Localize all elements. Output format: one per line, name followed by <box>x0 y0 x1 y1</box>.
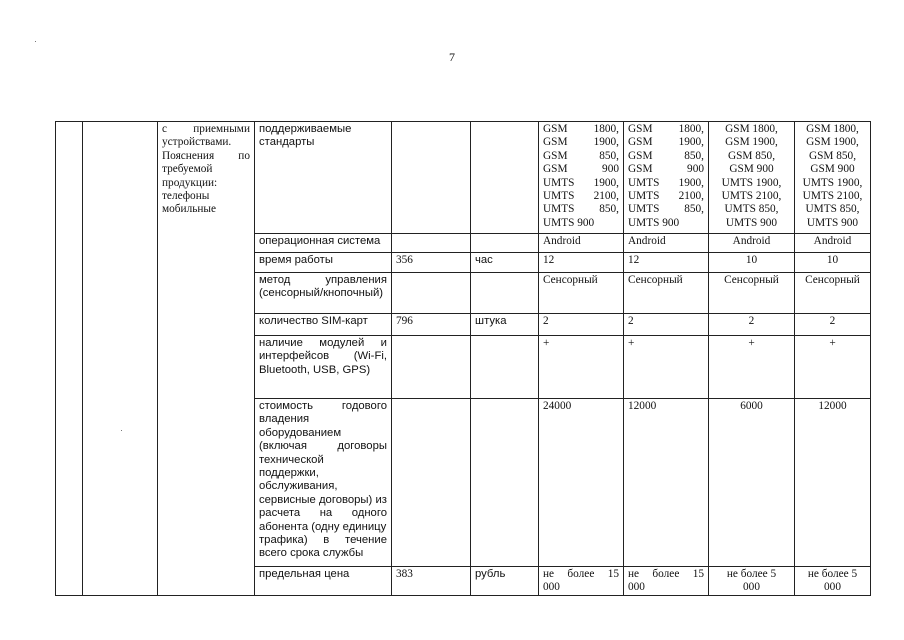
category-line: телефоны <box>162 190 210 203</box>
word: 15 <box>607 568 619 580</box>
word: трафика) <box>259 534 308 547</box>
standard-line <box>543 123 619 136</box>
standard-line: UMTS 900 <box>628 216 680 229</box>
category-line: мобильные <box>162 203 217 216</box>
page-number: 7 <box>449 50 455 64</box>
standard-line <box>543 163 619 176</box>
word: 1900, <box>593 136 619 149</box>
value-cell: 2 <box>795 314 871 336</box>
standard-line: GSM 1800, <box>725 123 778 135</box>
word: на <box>319 507 333 520</box>
unit-name <box>471 399 539 567</box>
standard-line: UMTS 900 <box>725 216 778 229</box>
characteristic-name <box>255 399 392 567</box>
value-cell: Android <box>539 234 624 253</box>
category-line: устройствами. <box>162 136 232 149</box>
word: расчета <box>259 507 301 520</box>
word: GSM <box>628 149 653 162</box>
word: UMTS <box>628 190 660 203</box>
value-cell: + <box>624 336 709 399</box>
characteristic-line: обслуживания, <box>259 480 338 493</box>
word: UMTS <box>543 176 575 189</box>
standard-line <box>628 203 704 216</box>
word: GSM <box>543 163 568 176</box>
standard-line: UMTS 850, <box>724 203 779 216</box>
word: GSM <box>543 149 568 162</box>
price-line: 000 <box>628 581 645 594</box>
standard-line: GSM 850, <box>808 149 857 162</box>
word: GSM <box>628 123 653 135</box>
word: 850, <box>599 149 619 162</box>
word: модулей <box>319 337 365 349</box>
characteristic-line: абонента (одну единицу <box>259 520 387 533</box>
word: 2100, <box>678 190 704 203</box>
price-line: не более 5 <box>726 568 777 580</box>
requirements-table <box>55 121 871 596</box>
value-cell <box>795 567 871 596</box>
value-cell <box>624 567 709 596</box>
characteristic-name: предельная цена <box>255 567 392 596</box>
word: управления <box>325 274 387 286</box>
unit-code <box>392 122 471 234</box>
table-row <box>56 122 871 234</box>
unit-code <box>392 399 471 567</box>
value-cell: 12 <box>539 253 624 273</box>
value-cell: 12000 <box>624 399 709 567</box>
characteristic-line: технической <box>259 453 324 466</box>
word: договоры <box>337 440 387 453</box>
standard-line: GSM 1900, <box>725 136 778 149</box>
value-cell: 12 <box>624 253 709 273</box>
characteristic-line: стандарты <box>259 136 315 149</box>
standard-line <box>628 190 704 203</box>
unit-code: 796 <box>392 314 471 336</box>
standard-line: UMTS 1900, <box>721 176 782 189</box>
standard-line: GSM 900 <box>729 163 774 176</box>
category-line: продукции: <box>162 176 218 189</box>
word: 1900, <box>593 176 619 189</box>
word: 1900, <box>678 136 704 149</box>
characteristic-line: поддерживаемые <box>259 123 352 135</box>
word: 900 <box>687 163 704 176</box>
standard-line: UMTS 850, <box>805 203 860 216</box>
characteristic-line: поддержки, <box>259 467 319 480</box>
word: 1800, <box>678 123 704 135</box>
unit-name: штука <box>471 314 539 336</box>
standard-line <box>543 136 619 149</box>
word: GSM <box>543 123 568 135</box>
word: годового <box>341 400 387 412</box>
word: UMTS <box>543 203 575 216</box>
characteristic-line: (сенсорный/кнопочный) <box>259 287 384 300</box>
standard-line: UMTS 900 <box>806 216 859 229</box>
standard-line <box>543 150 619 163</box>
word: GSM <box>628 163 653 176</box>
value-cell: 6000 <box>709 399 795 567</box>
standard-line: GSM 1900, <box>806 136 859 149</box>
value-cell: 2 <box>709 314 795 336</box>
value-cell: Сенсорный <box>539 273 624 314</box>
unit-name <box>471 336 539 399</box>
word: 850, <box>684 203 704 216</box>
word: (включая <box>259 440 307 453</box>
word: с <box>162 123 168 135</box>
word: стоимость <box>259 400 314 412</box>
standard-line: UMTS 1900, <box>802 176 863 189</box>
value-cell <box>709 567 795 596</box>
unit-code <box>392 234 471 253</box>
code-cell <box>83 122 158 596</box>
value-cell: + <box>709 336 795 399</box>
characteristic-name: количество SIM-карт <box>255 314 392 336</box>
category-cell <box>158 122 255 596</box>
value-cell: + <box>795 336 871 399</box>
standard-line <box>628 136 704 149</box>
characteristic-name: операционная система <box>255 234 392 253</box>
word: GSM <box>628 136 653 149</box>
category-line: требуемой <box>162 163 213 176</box>
standard-line: UMTS 2100, <box>802 190 863 203</box>
word: приемными <box>193 123 250 135</box>
standard-line <box>628 123 704 136</box>
value-cell: Сенсорный <box>624 273 709 314</box>
word: наличие <box>259 337 303 349</box>
characteristic-line: Bluetooth, USB, GPS) <box>259 363 371 376</box>
standard-line: GSM 850, <box>727 149 776 162</box>
word: 1800, <box>593 123 619 135</box>
unit-name: час <box>471 253 539 273</box>
value-cell: 2 <box>624 314 709 336</box>
characteristic-line: оборудованием <box>259 426 342 439</box>
unit-name <box>471 273 539 314</box>
word: (Wi-Fi, <box>353 350 387 363</box>
value-cell: + <box>539 336 624 399</box>
word: не <box>628 568 640 580</box>
unit-name: рубль <box>471 567 539 596</box>
unit-code <box>392 336 471 399</box>
value-cell: Android <box>624 234 709 253</box>
word: одного <box>351 507 387 520</box>
word: 1900, <box>678 176 704 189</box>
unit-code <box>392 273 471 314</box>
standard-line <box>543 203 619 216</box>
value-cell <box>709 122 795 234</box>
value-cell: Android <box>709 234 795 253</box>
value-cell <box>624 122 709 234</box>
value-cell <box>795 122 871 234</box>
word: более <box>652 568 680 580</box>
word: 2100, <box>593 190 619 203</box>
value-cell: 2 <box>539 314 624 336</box>
price-line: 000 <box>743 581 760 594</box>
word: более <box>567 568 595 580</box>
word: UMTS <box>628 176 660 189</box>
standard-line: UMTS 2100, <box>721 190 782 203</box>
characteristic-name: время работы <box>255 253 392 273</box>
word: интерфейсов <box>259 350 330 363</box>
characteristic-name <box>255 273 392 314</box>
value-cell: Android <box>795 234 871 253</box>
value-cell: 10 <box>795 253 871 273</box>
word: не <box>543 568 555 580</box>
word: Пояснения <box>162 149 215 162</box>
unit-code: 383 <box>392 567 471 596</box>
word: 850, <box>599 203 619 216</box>
word: и <box>380 337 387 349</box>
word: в <box>323 534 330 547</box>
word: GSM <box>543 136 568 149</box>
characteristic-name <box>255 122 392 234</box>
value-cell: 24000 <box>539 399 624 567</box>
word: по <box>238 149 250 162</box>
price-line: 000 <box>543 581 560 594</box>
word: 15 <box>692 568 704 580</box>
standard-line <box>543 177 619 190</box>
characteristic-line: сервисные договоры) из <box>259 493 387 506</box>
standard-line <box>543 190 619 203</box>
value-cell <box>539 567 624 596</box>
price-line: 000 <box>824 581 841 594</box>
standard-line <box>628 163 704 176</box>
characteristic-line: владения <box>259 413 310 426</box>
unit-code: 356 <box>392 253 471 273</box>
unit-name <box>471 122 539 234</box>
standard-line: UMTS 900 <box>543 216 595 229</box>
price-line: не более 5 <box>807 568 858 580</box>
word: течение <box>345 534 387 547</box>
word: 850, <box>684 149 704 162</box>
value-cell: Сенсорный <box>795 273 871 314</box>
characteristic-name <box>255 336 392 399</box>
scan-speck <box>35 41 36 42</box>
word: 900 <box>602 163 619 176</box>
index-cell <box>56 122 83 596</box>
word: UMTS <box>543 190 575 203</box>
value-cell <box>539 122 624 234</box>
unit-name <box>471 234 539 253</box>
standard-line <box>628 177 704 190</box>
standard-line: GSM 1800, <box>806 123 859 135</box>
standard-line: GSM 900 <box>810 163 855 176</box>
word: UMTS <box>628 203 660 216</box>
value-cell: 10 <box>709 253 795 273</box>
characteristic-line: всего срока службы <box>259 547 364 560</box>
value-cell: Сенсорный <box>709 273 795 314</box>
word: метод <box>259 274 291 286</box>
standard-line <box>628 150 704 163</box>
value-cell: 12000 <box>795 399 871 567</box>
